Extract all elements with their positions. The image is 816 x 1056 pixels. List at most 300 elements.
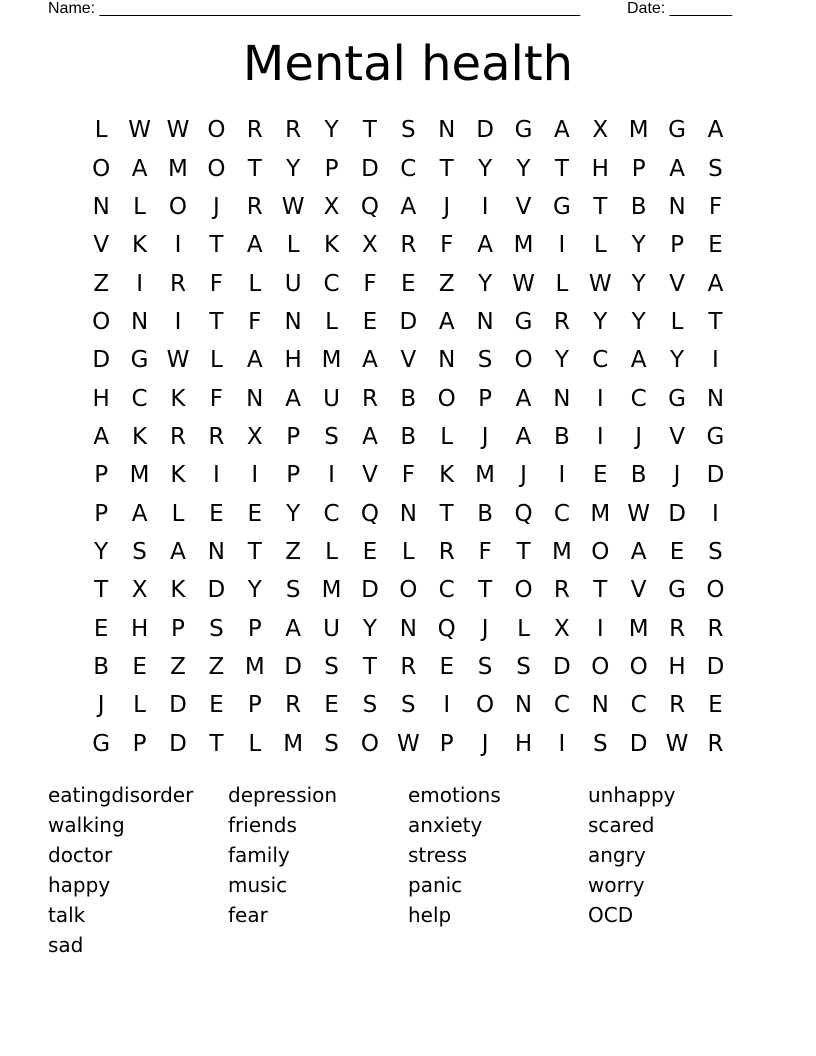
grid-letter: W [627,500,651,527]
grid-letter: V [630,577,647,604]
grid-letter: H [284,347,302,374]
grid-letter: J [443,193,451,220]
grid-letter: D [284,653,302,680]
grid-letter: G [552,193,571,220]
grid-letter: L [325,538,338,565]
grid-letter: J [673,462,681,489]
grid-letter: R [400,232,417,259]
grid-letter: M [168,155,188,182]
grid-letter: D [169,730,187,757]
grid-letter: D [706,462,725,489]
grid-letter: Y [670,347,685,374]
grid-letter: K [170,577,186,604]
grid-letter: Y [362,615,377,642]
grid-letter: D [553,653,571,680]
grid-letter: E [669,538,685,565]
grid-letter: R [361,385,378,412]
grid-letter: L [133,193,146,220]
grid-letter: O [591,653,610,680]
grid-letter: L [555,270,569,297]
grid-letter: I [712,347,719,374]
grid-letter: Z [93,270,110,297]
grid-letter: F [478,538,492,565]
grid-letter: Z [285,538,302,565]
grid-letter: O [360,730,379,757]
grid-letter: L [209,347,223,374]
grid-letter: X [131,577,148,604]
grid-letter: E [362,538,378,565]
grid-letter: D [399,308,418,335]
grid-letter: E [593,462,608,489]
grid-letter: F [440,232,454,259]
word-list-item: happy [48,873,111,897]
grid-letter: S [708,538,723,565]
grid-letter: O [514,347,533,374]
grid-letter: Z [208,653,225,680]
grid-letter: S [285,577,301,604]
grid-letter: N [476,308,494,335]
grid-letter: N [92,193,110,220]
grid-letter: S [324,423,339,450]
grid-letter: L [593,232,607,259]
grid-letter: O [437,385,456,412]
grid-letter: J [520,462,527,489]
word-list-item: family [228,843,290,867]
word-list-item: emotions [408,783,501,807]
grid-letter: I [712,500,719,527]
grid-letter: F [209,270,223,297]
grid-letter: Y [554,347,569,374]
grid-letter: Y [631,232,646,259]
grid-letter: P [171,615,185,642]
grid-letter: U [323,385,340,412]
word-list-item: help [408,903,452,927]
name-field[interactable]: Name: ______________________________________________________ [48,0,581,17]
grid-letter: A [438,308,455,335]
grid-letter: I [596,423,604,450]
grid-letter: F [708,193,723,220]
grid-letter: F [209,385,223,412]
grid-letter: Y [593,308,608,335]
grid-letter: A [131,155,148,182]
grid-letter: O [92,155,111,182]
grid-letter: P [478,385,493,412]
grid-letter: B [93,653,110,680]
grid-letter: Y [478,155,493,182]
grid-letter: M [129,462,150,489]
grid-letter: R [553,577,570,604]
grid-letter: K [170,385,186,412]
grid-letter: A [707,270,724,297]
grid-letter: D [92,347,111,374]
word-list-item: angry [588,843,646,867]
grid-letter: E [209,500,224,527]
word-list-item: panic [408,873,463,897]
grid-letter: A [630,347,647,374]
grid-letter: H [591,155,609,182]
grid-letter: C [438,577,455,604]
grid-letter: I [174,232,182,259]
grid-letter: D [361,155,379,182]
grid-letter: T [593,577,608,604]
grid-letter: Y [94,538,109,565]
grid-letter: E [132,653,147,680]
grid-letter: D [476,117,494,144]
grid-letter: M [283,730,304,757]
grid-letter: T [209,308,224,335]
grid-letter: D [629,730,648,757]
grid-letter: S [324,653,339,680]
grid-letter: O [706,577,725,604]
word-list [48,780,768,960]
grid-letter: J [481,730,489,757]
grid-letter: L [286,232,300,259]
page-title: Mental health [242,36,574,92]
grid-letter: T [362,653,377,680]
grid-letter: S [477,347,493,374]
grid-letter: R [285,692,302,719]
grid-letter: T [516,538,531,565]
grid-letter: N [438,117,456,144]
grid-letter: N [207,538,225,565]
grid-letter: G [514,117,533,144]
grid-letter: N [130,308,149,335]
grid-letter: S [401,117,416,144]
grid-letter: R [208,423,225,450]
grid-letter: Y [286,500,301,527]
grid-letter: T [247,538,262,565]
word-list-item: scared [588,813,655,837]
grid-letter: Y [516,155,531,182]
grid-letter: T [209,730,224,757]
grid-letter: A [669,155,685,182]
grid-letter: Q [360,193,379,220]
grid-letter: B [630,193,647,220]
grid-letter: G [668,385,686,412]
grid-letter: Q [360,500,379,527]
word-list-item: talk [48,903,86,927]
grid-letter: A [362,423,378,450]
grid-letter: M [590,500,611,527]
grid-letter: I [596,615,604,642]
grid-letter: B [400,385,417,412]
grid-letter: E [324,692,339,719]
grid-letter: K [170,462,186,489]
grid-letter: M [321,577,342,604]
grid-letter: R [246,193,263,220]
grid-letter: B [477,500,493,527]
grid-letter: C [553,692,570,719]
grid-letter: L [517,615,530,642]
grid-letter: O [629,653,648,680]
grid-letter: M [475,462,496,489]
grid-letter: Z [170,653,186,680]
grid-letter: V [93,232,110,259]
grid-letter: G [92,730,111,757]
grid-letter: E [708,232,723,259]
grid-letter: W [166,347,190,374]
grid-letter: T [247,155,262,182]
grid-letter: C [592,347,609,374]
grid-letter: P [94,500,109,527]
grid-letter: A [477,232,493,259]
grid-letter: M [321,347,342,374]
grid-letter: J [481,615,489,642]
grid-letter: S [362,692,378,719]
grid-letter: W [281,193,305,220]
grid-letter: D [207,577,226,604]
grid-letter: L [440,423,454,450]
grid-letter: W [166,117,190,144]
word-list-item: fear [228,903,268,927]
grid-letter: V [515,193,532,220]
grid-letter: A [362,347,378,374]
grid-letter: Y [631,270,646,297]
grid-letter: A [515,423,532,450]
grid-letter: P [631,155,646,182]
grid-letter: R [246,117,263,144]
grid-letter: Y [247,577,262,604]
grid-letter: J [212,193,220,220]
grid-letter: S [132,538,147,565]
grid-letter: R [707,730,724,757]
grid-letter: G [130,347,149,374]
grid-letter: R [285,117,302,144]
grid-letter: Y [324,117,339,144]
grid-letter: I [443,692,451,719]
grid-letter: Y [631,308,646,335]
grid-letter: Q [437,615,456,642]
grid-letter: P [94,462,109,489]
grid-letter: T [209,232,224,259]
grid-letter: R [169,423,186,450]
grid-letter: A [246,347,263,374]
grid-letter: U [284,270,302,297]
grid-letter: P [324,155,339,182]
grid-letter: N [246,385,264,412]
grid-letter: H [668,653,686,680]
grid-letter: G [706,423,725,450]
word-list-item: worry [588,873,645,897]
grid-letter: C [630,385,647,412]
grid-letter: T [478,577,493,604]
grid-letter: L [248,270,262,297]
grid-letter: F [248,308,262,335]
grid-letter: A [515,385,532,412]
grid-letter: W [396,730,420,757]
date-field[interactable]: Date: _______ [627,0,732,17]
word-list-item: stress [408,843,468,867]
grid-letter: P [439,730,454,757]
grid-letter: D [668,500,686,527]
grid-letter: T [94,577,109,604]
grid-letter: G [668,577,686,604]
grid-letter: V [669,270,685,297]
grid-letter: L [133,692,146,719]
word-list-item: OCD [588,903,634,927]
grid-letter: M [551,538,572,565]
grid-letter: B [553,423,570,450]
grid-letter: A [400,193,417,220]
grid-letter: A [285,615,302,642]
grid-letter: N [438,347,456,374]
grid-letter: N [399,615,417,642]
grid-letter: H [514,730,533,757]
grid-letter: O [514,577,533,604]
grid-letter: O [207,117,226,144]
grid-letter: W [128,117,151,144]
word-list-item: depression [228,783,338,807]
grid-letter: T [439,500,454,527]
grid-letter: O [207,155,226,182]
grid-letter: X [554,615,570,642]
grid-letter: R [553,308,570,335]
grid-letter: V [669,423,685,450]
grid-letter: P [286,423,301,450]
grid-letter: L [670,308,684,335]
grid-letter: V [362,462,378,489]
grid-letter: R [669,615,686,642]
grid-letter: I [481,193,489,220]
grid-letter: T [439,155,454,182]
grid-letter: K [439,462,455,489]
grid-letter: S [708,155,723,182]
grid-letter: H [130,615,149,642]
grid-letter: T [593,193,608,220]
grid-letter: R [707,615,724,642]
grid-letter: Q [514,500,533,527]
grid-letter: T [362,117,377,144]
grid-letter: J [97,692,105,719]
grid-letter: N [668,193,686,220]
grid-letter: D [361,577,379,604]
grid-letter: I [212,462,220,489]
grid-letter: E [439,653,454,680]
grid-letter: I [136,270,143,297]
grid-letter: L [325,308,338,335]
grid-letter: A [630,538,647,565]
grid-letter: A [93,423,110,450]
grid-letter: R [438,538,455,565]
grid-letter: I [558,730,566,757]
grid-letter: N [284,308,302,335]
grid-letter: C [630,692,647,719]
grid-letter: B [630,462,647,489]
grid-letter: I [596,385,604,412]
grid-letter: P [247,692,262,719]
grid-letter: E [93,615,109,642]
grid-letter: C [400,155,417,182]
grid-letter: R [669,692,686,719]
grid-letter: A [707,117,724,144]
grid-letter: A [246,232,263,259]
grid-letter: F [363,270,377,297]
grid-letter: M [513,232,534,259]
grid-letter: R [169,270,186,297]
grid-letter: P [286,462,301,489]
grid-letter: S [477,653,493,680]
grid-letter: C [323,270,340,297]
grid-letter: A [554,117,570,144]
grid-letter: O [399,577,418,604]
grid-letter: E [247,500,263,527]
grid-letter: N [706,385,725,412]
grid-letter: A [285,385,302,412]
grid-letter: E [708,692,723,719]
grid-letter: N [399,500,417,527]
grid-letter: I [251,462,259,489]
grid-letter: J [635,423,643,450]
grid-letter: O [92,308,111,335]
grid-letter: E [362,308,378,335]
grid-letter: D [169,692,187,719]
word-list-item: walking [48,813,125,837]
grid-letter: N [591,692,609,719]
grid-letter: K [323,232,340,259]
grid-letter: L [401,538,415,565]
grid-letter: X [246,423,263,450]
grid-letter: L [94,117,108,144]
grid-letter: W [512,270,535,297]
grid-letter: O [591,538,610,565]
grid-letter: Z [438,270,455,297]
grid-letter: I [328,462,335,489]
header [0,0,816,20]
grid-letter: N [553,385,571,412]
grid-letter: S [209,615,224,642]
word-list-item: unhappy [588,783,676,807]
letter-grid [82,111,735,763]
grid-letter: E [209,692,224,719]
grid-letter: P [670,232,684,259]
grid-letter: S [592,730,608,757]
word-list-item: music [228,873,288,897]
grid-letter: M [628,615,649,642]
word-list-item: sad [48,933,84,957]
grid-letter: T [708,308,723,335]
grid-letter: N [514,692,533,719]
grid-letter: S [401,692,416,719]
grid-letter: U [323,615,340,642]
grid-letter: I [174,308,182,335]
grid-letter: X [592,117,609,144]
grid-letter: T [554,155,569,182]
grid-letter: C [131,385,148,412]
word-list-item: eatingdisorder [48,783,194,807]
grid-letter: O [476,692,495,719]
grid-letter: S [516,653,531,680]
grid-letter: C [323,500,340,527]
grid-letter: M [244,653,265,680]
grid-letter: E [401,270,416,297]
grid-letter: C [553,500,570,527]
grid-letter: R [400,653,417,680]
grid-letter: H [92,385,110,412]
grid-letter: V [400,347,417,374]
grid-letter: A [170,538,186,565]
grid-letter: A [131,500,148,527]
grid-letter: L [171,500,185,527]
grid-letter: Y [286,155,301,182]
grid-letter: M [628,117,649,144]
grid-letter: I [558,232,566,259]
grid-letter: L [248,730,262,757]
grid-letter: G [668,117,686,144]
grid-letter: W [588,270,612,297]
grid-letter: G [514,308,533,335]
grid-letter: I [558,462,566,489]
grid-letter: F [401,462,415,489]
